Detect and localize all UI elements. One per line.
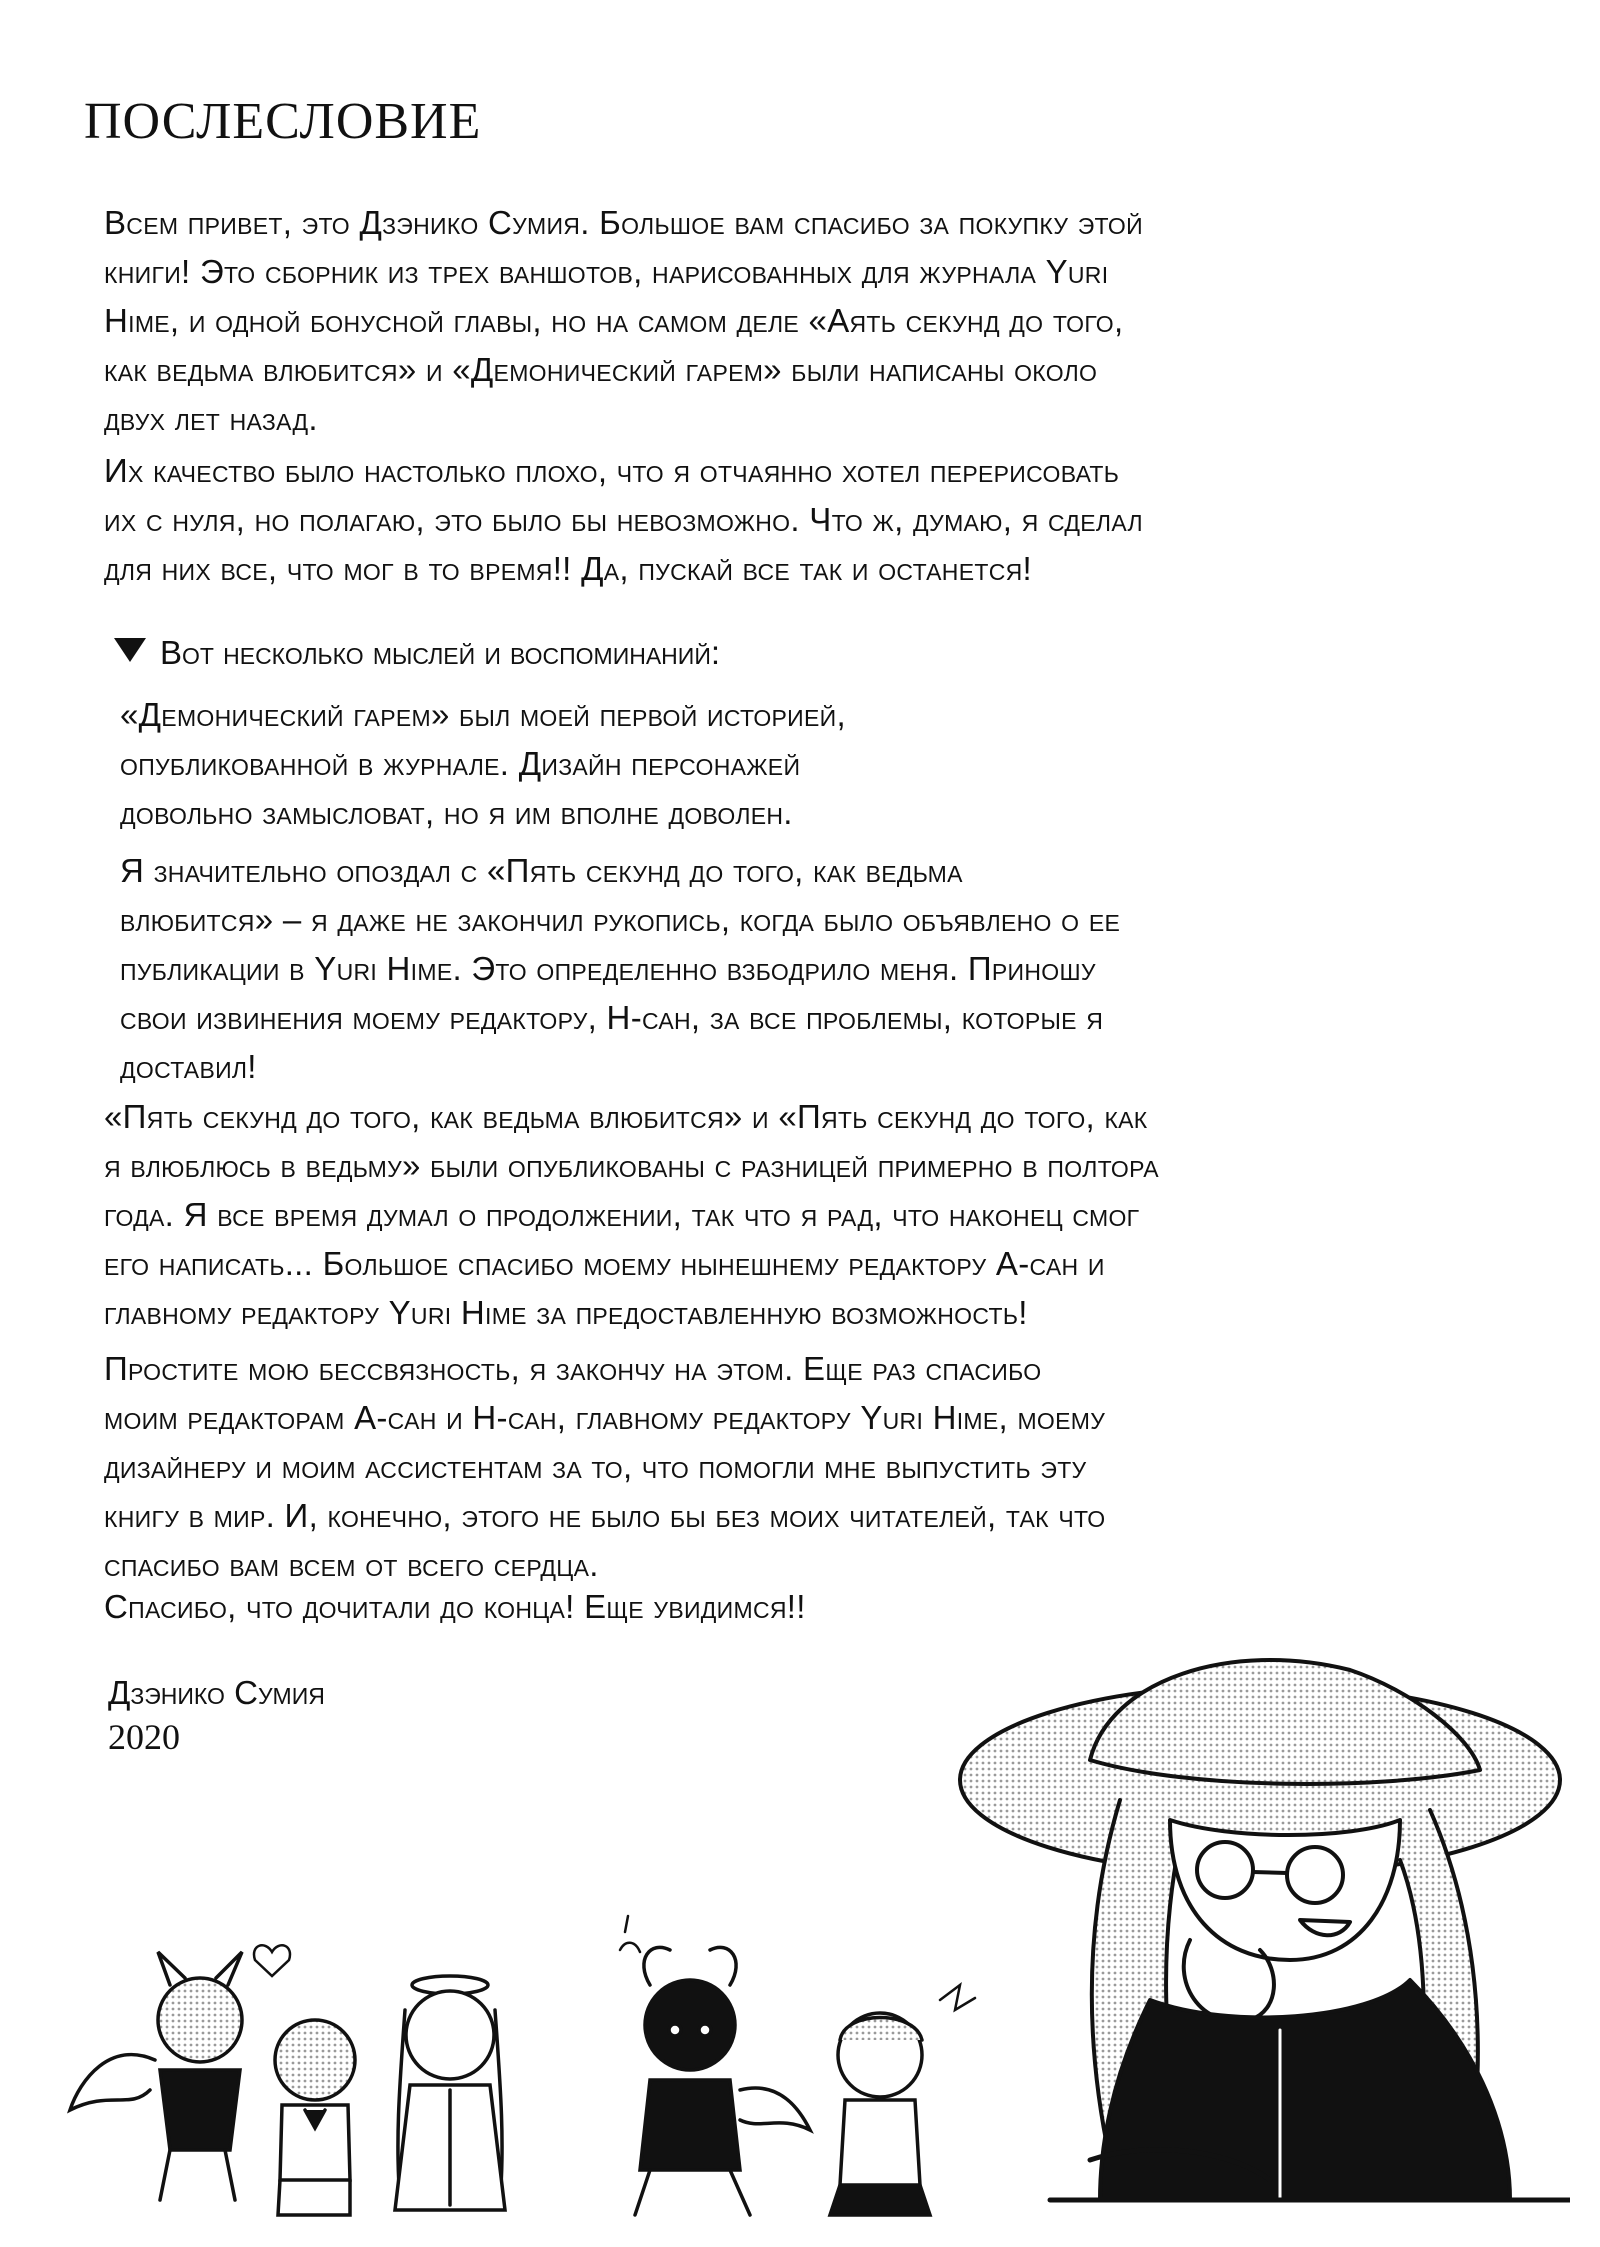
thanks-paragraph: Простите мою бессвязность, я закончу на этом. Еще раз спасибо моим редакторам А-сан и Н-сан, главному редактору Yuri Hime, моему дизайнеру и моим ассистентам за то, что помогли мне выпустить эту книгу в мир. И, конечно, этого не было бы без моих читателей, так что спасибо вам всем от всего сердца.	[104, 1350, 1106, 1583]
thought-paragraph-sequel: «Пять секунд до того, как ведьма влюбится» и «Пять секунд до того, как я влюблюсь в ведьму» были опубликованы с разницей примерно в полтора года. Я все время думал о продолжении, так что я рад, что наконец смог его написать... Большое спасибо моему нынешнему редактору А-сан и главному редактору Yuri Hime за предоставленную возможность!	[104, 1098, 1159, 1331]
chibi-girl-figure	[830, 1985, 975, 2215]
thoughts-heading-label: Вот несколько мыслей и воспоминаний:	[160, 634, 721, 671]
chibi-demon-figure	[620, 1916, 810, 2215]
triangle-bullet-icon	[114, 638, 146, 662]
closing-paragraph: Спасибо, что дочитали до конца! Еще увидимся!!	[104, 1588, 806, 1625]
signature-year: 2020	[108, 1717, 180, 1757]
chibi-boy-figure	[275, 2020, 355, 2215]
thought-paragraph-demon-harem: «Демонический гарем» был моей первой историей, опубликованной в журнале. Дизайн персонажей довольно замысловат, но я им вполне доволен.	[120, 696, 846, 831]
witch-character-figure	[960, 1660, 1570, 2200]
characters-illustration	[50, 1640, 1570, 2240]
thought-paragraph-witch: Я значительно опоздал с «Пять секунд до того, как ведьма влюбится» – я даже не закончил рукопись, когда было объявлено о ее публикации в Yuri Hime. Это определенно взбодрило меня. Приношу свои извинения моему редактору, Н-сан, за все проблемы, которые я доставил!	[120, 852, 1121, 1085]
quality-paragraph: Их качество было настолько плохо, что я отчаянно хотел перерисовать их с нуля, но полагаю, это было бы невозможно. Что ж, думаю, я сделал для них все, что мог в то время!! Да, пускай все так и останется!	[104, 452, 1143, 587]
intro-paragraph: Всем привет, это Дзэнико Сумия. Большое вам спасибо за покупку этой книги! Это сборник из трех ваншотов, нарисованных для журнала Yuri Hime, и одной бонусной главы, но на самом деле «Аять секунд до того, как ведьма влюбится» и «Демонический гарем» были написаны около двух лет назад.	[104, 204, 1143, 437]
page-title: ПОСЛЕСЛОВИЕ	[84, 93, 482, 150]
thoughts-heading	[114, 628, 720, 677]
author-signature: Дзэнико Сумия	[108, 1674, 325, 1711]
chibi-devil-girl-figure	[70, 1945, 290, 2200]
chibi-angel-figure	[395, 1976, 505, 2210]
